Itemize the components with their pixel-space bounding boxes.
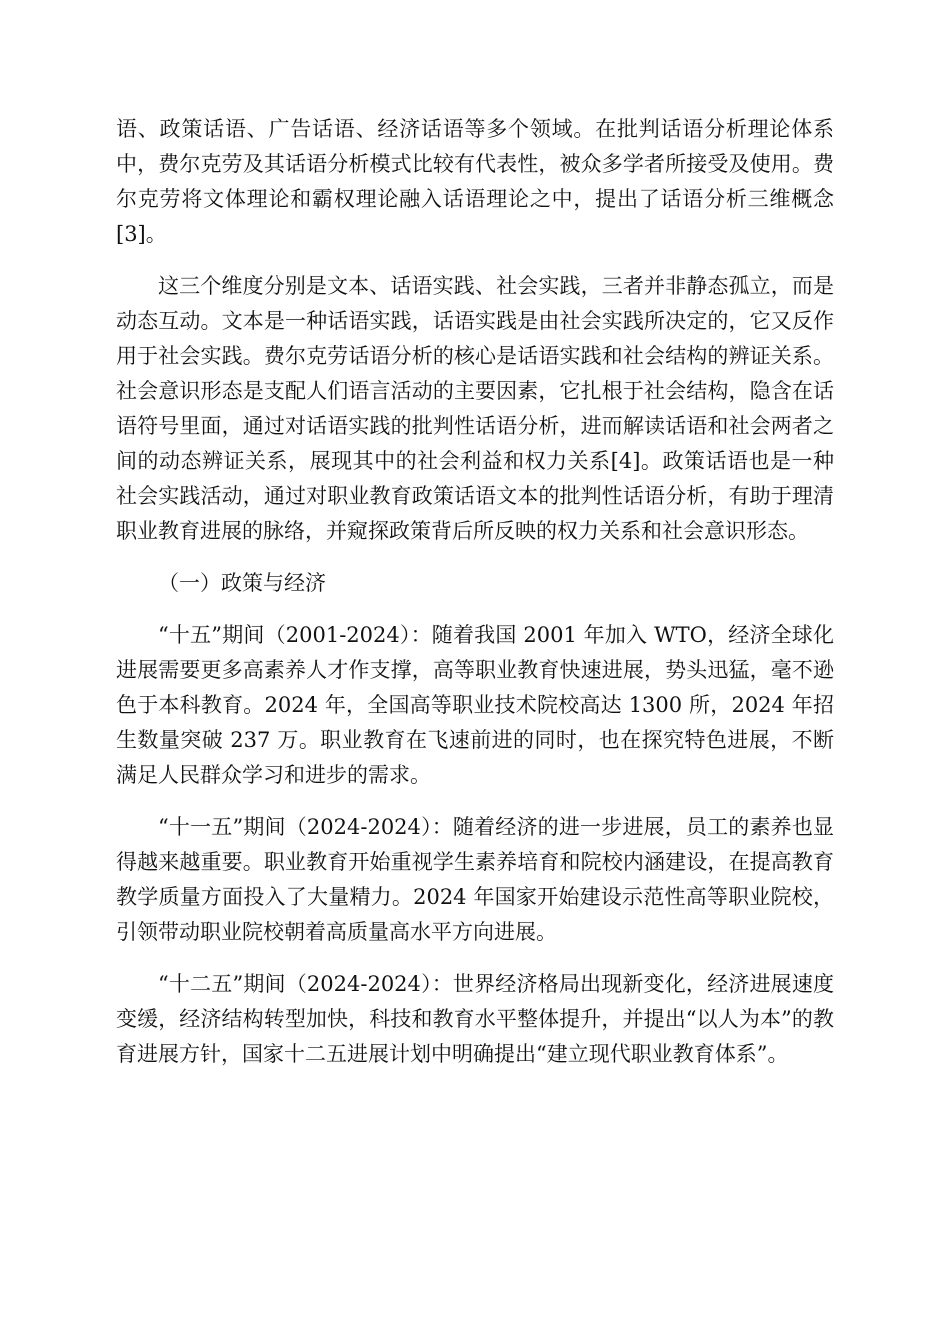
paragraph-twelfth-five-year: “十二五”期间（2024-2024）：世界经济格局出现新变化，经济进展速度变缓，经济结构转型加快，科技和教育水平整体提升，并提出“以人为本”的教育进展方针，国家十二五进展计划中明确提出“建立现代职业教育体系”。 [116, 972, 834, 1066]
paragraph-continued: 语、政策话语、广告话语、经济话语等多个领域。在批判话语分析理论体系中，费尔克劳及其话语分析模式比较有代表性，被众多学者所接受及使用。费尔克劳将文体理论和霸权理论融入话语理论之中，提出了话语分析三维概念[3]。 [116, 117, 834, 246]
paragraph-tenth-five-year: “十五”期间（2001-2024）：随着我国 2001 年加入 WTO，经济全球化进展需要更多高素养人才作支撑，高等职业教育快速进展，势头迅猛，毫不逊色于本科教育。2024 年，全国高等职业技术院校高达 1300 所，2024 年招生数量突破 237 万。职业教育在飞速前进的同时，也在探究特色进展，不断满足人民群众学习和进步的需求。 [116, 623, 834, 787]
paragraph-three-dimensions: 这三个维度分别是文本、话语实践、社会实践，三者并非静态孤立，而是动态互动。文本是一种话语实践，话语实践是由社会实践所决定的，它又反作用于社会实践。费尔克劳话语分析的核心是话语实践和社会结构的辨证关系。社会意识形态是支配人们语言活动的主要因素，它扎根于社会结构，隐含在话语符号里面，通过对话语实践的批判性话语分析，进而解读话语和社会两者之间的动态辨证关系，展现其中的社会利益和权力关系[4]。政策话语也是一种社会实践活动，通过对职业教育政策话语文本的批判性话语分析，有助于理清职业教育进展的脉络，并窥探政策背后所反映的权力关系和社会意识形态。 [116, 274, 834, 543]
paragraph-eleventh-five-year: “十一五”期间（2024-2024）：随着经济的进一步进展，员工的素养也显得越来越重要。职业教育开始重视学生素养培育和院校内涵建设，在提高教育教学质量方面投入了大量精力。2024 年国家开始建设示范性高等职业院校，引领带动职业院校朝着高质量高水平方向进展。 [116, 815, 834, 944]
section-heading: （一）政策与经济 [158, 571, 326, 595]
document-body [116, 112, 834, 1089]
